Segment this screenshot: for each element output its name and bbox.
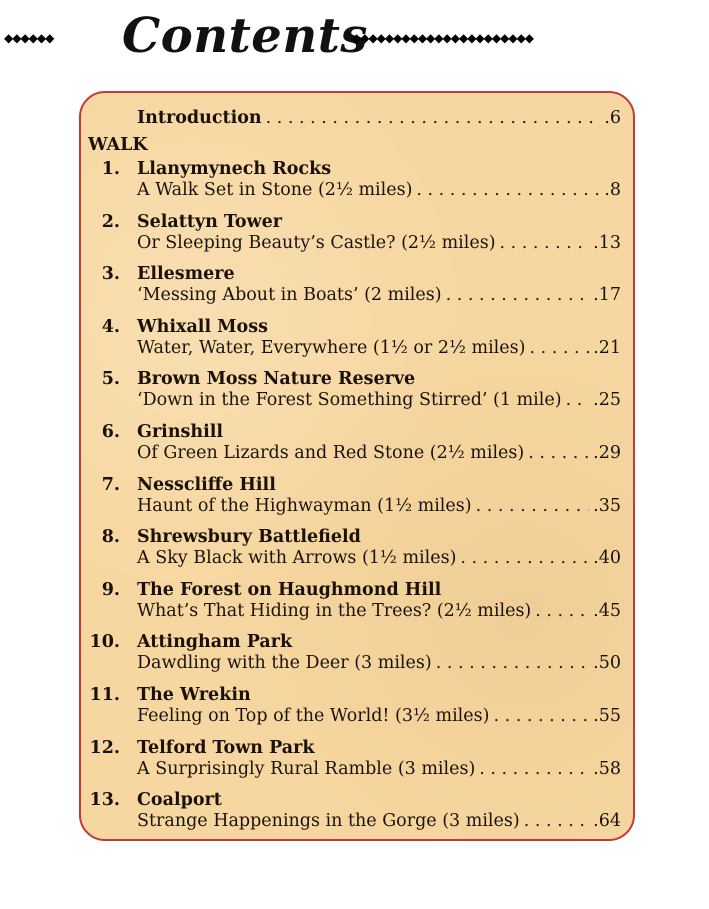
page-number: .8	[604, 180, 621, 200]
walk-subtitle: Dawdling with the Deer (3 miles)	[137, 653, 432, 674]
walk-entry[interactable]	[81, 317, 637, 361]
walk-entry[interactable]	[81, 790, 637, 834]
dot-leader	[528, 443, 589, 464]
walk-number: 1.	[101, 159, 120, 179]
page-number: .6	[604, 108, 621, 128]
dot-leader	[500, 233, 590, 254]
dot-leader	[460, 548, 589, 569]
walk-entry[interactable]	[81, 685, 637, 729]
walk-number: 9.	[101, 579, 120, 600]
dot-leader	[416, 180, 600, 201]
walk-leader	[137, 180, 621, 201]
walk-leader	[137, 496, 621, 517]
walk-number: 7.	[101, 474, 120, 495]
walk-subtitle: A Sky Black with Arrows (1½ miles)	[137, 548, 457, 569]
walk-leader	[137, 285, 621, 306]
walk-subtitle: Strange Happenings in the Gorge (3 miles)	[137, 811, 520, 832]
walk-subtitle: ‘Down in the Forest Something Stirred’ (1 mile)	[137, 390, 562, 411]
walk-name: The Forest on Haughmond Hill	[137, 579, 442, 600]
walk-subtitle: A Surprisingly Rural Ramble (3 miles)	[137, 758, 476, 779]
walk-entry[interactable]	[81, 159, 637, 203]
walk-entry[interactable]	[81, 422, 637, 466]
dot-leader	[535, 601, 589, 622]
walk-number: 5.	[101, 369, 120, 390]
walk-name: Coalport	[137, 790, 222, 811]
dot-leader	[479, 759, 589, 780]
page-number: .50	[593, 653, 621, 674]
walk-subtitle: Water, Water, Everywhere (1½ or 2½ miles)	[137, 337, 526, 358]
walk-leader	[137, 811, 621, 832]
dot-leader	[266, 108, 601, 129]
walk-name: Nesscliffe Hill	[137, 474, 276, 495]
walk-name: Telford Town Park	[137, 737, 315, 758]
walk-name: Llanymynech Rocks	[137, 159, 332, 179]
walk-name: Selattyn Tower	[137, 211, 283, 232]
intro-leader	[137, 108, 621, 129]
walk-number: 6.	[101, 422, 120, 442]
walk-heading: WALK	[88, 135, 148, 155]
dot-leader	[529, 338, 589, 359]
walk-number: 3.	[101, 264, 120, 285]
walk-number: 12.	[89, 737, 120, 758]
walk-name: Attingham Park	[137, 632, 293, 653]
page-title: Contents	[122, 8, 368, 64]
dot-leader	[493, 706, 589, 727]
walk-subtitle: Haunt of the Highwayman (1½ miles)	[137, 495, 472, 516]
walk-entry[interactable]	[81, 738, 637, 782]
walk-entry[interactable]	[81, 580, 637, 624]
walk-number: 10.	[89, 632, 120, 653]
walk-name: Brown Moss Nature Reserve	[137, 369, 416, 390]
walk-leader	[137, 390, 621, 411]
walk-entry[interactable]	[81, 264, 637, 308]
walk-leader	[137, 759, 621, 780]
walk-subtitle: A Walk Set in Stone (2½ miles)	[137, 180, 413, 200]
dot-leader	[524, 811, 589, 832]
walk-number: 2.	[101, 211, 120, 232]
page-number: .21	[593, 337, 621, 358]
diamond-ornament-left: ◆◆◆◆◆◆	[4, 31, 54, 45]
dot-leader	[446, 285, 590, 306]
page-number: .17	[593, 285, 621, 306]
dot-leader	[436, 653, 589, 674]
walk-subtitle: Or Sleeping Beauty’s Castle? (2½ miles)	[137, 232, 496, 253]
walk-number: 11.	[89, 685, 120, 705]
walk-leader	[137, 548, 621, 569]
walk-subtitle: Of Green Lizards and Red Stone (2½ miles)	[137, 443, 525, 463]
walk-leader	[137, 601, 621, 622]
walk-entry[interactable]	[81, 475, 637, 519]
page-number: .25	[593, 390, 621, 411]
walk-name: Grinshill	[137, 422, 224, 442]
walk-entry[interactable]	[81, 632, 637, 676]
walk-leader	[137, 338, 621, 359]
page-number: .55	[593, 706, 621, 726]
contents-panel	[79, 91, 635, 841]
walk-leader	[137, 706, 621, 727]
walk-entry[interactable]	[81, 369, 637, 413]
walk-subtitle: What’s That Hiding in the Trees? (2½ miles)	[137, 600, 532, 621]
page-number: .58	[593, 758, 621, 779]
walk-number: 4.	[101, 316, 120, 337]
walk-name: The Wrekin	[137, 685, 251, 705]
walk-entry[interactable]	[81, 527, 637, 571]
walk-number: 8.	[101, 527, 120, 548]
page-number: .64	[593, 811, 621, 832]
page-number: .45	[593, 600, 621, 621]
dot-leader	[566, 390, 590, 411]
walk-entry[interactable]	[81, 212, 637, 256]
page-header	[0, 0, 709, 80]
walk-subtitle: ‘Messing About in Boats’ (2 miles)	[137, 285, 442, 306]
page-number: .13	[593, 232, 621, 253]
page-number: .29	[593, 443, 621, 463]
walk-leader	[137, 653, 621, 674]
page-number: .35	[593, 495, 621, 516]
walk-name: Whixall Moss	[137, 316, 268, 337]
walk-leader	[137, 443, 621, 464]
walk-leader	[137, 233, 621, 254]
intro-label: Introduction	[137, 108, 262, 128]
walk-number: 13.	[89, 790, 120, 811]
walk-subtitle: Feeling on Top of the World! (3½ miles)	[137, 706, 490, 726]
walk-name: Shrewsbury Battlefield	[137, 527, 361, 548]
dot-leader	[476, 496, 590, 517]
page-number: .40	[593, 548, 621, 569]
diamond-ornament-right: ◆◆◆◆◆◆◆◆◆◆◆◆◆◆◆◆◆◆◆◆◆◆	[352, 31, 534, 45]
walk-name: Ellesmere	[137, 264, 235, 285]
